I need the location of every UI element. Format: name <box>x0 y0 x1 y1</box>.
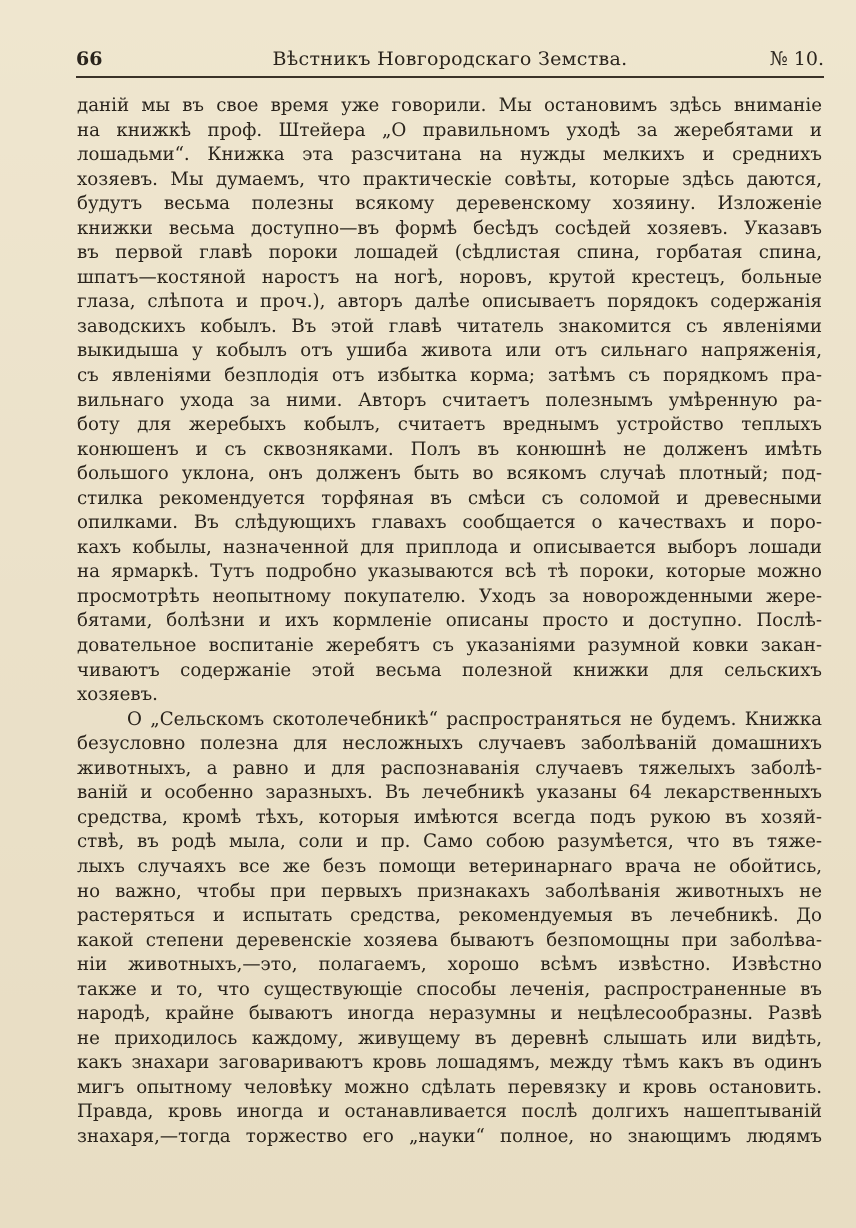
text-line: бятами, болѣзни и ихъ кормленiе описаны просто и доступно. Послѣ- <box>77 610 822 632</box>
issue-number: № 10. <box>769 48 824 70</box>
text-line: мигъ опытному человѣку можно сдѣлать перевязку и кровь остановить. <box>77 1076 822 1098</box>
header-rule <box>76 76 824 78</box>
text-line: Правда, кровь иногда и останавливается послѣ долгихъ нашептыванiй <box>77 1101 822 1123</box>
text-line: кахъ кобылы, назначенной для приплода и описывается выборъ лошади <box>77 536 822 558</box>
text-line: народѣ, крайне бываютъ иногда неразумны и нецѣлесообразны. Развѣ <box>77 1003 822 1025</box>
text-line: данiй мы въ свое время уже говорили. Мы остановимъ здѣсь вниманiе <box>77 95 822 116</box>
article-body <box>77 94 822 1150</box>
text-line: средства, кромѣ тѣхъ, которыя имѣются всегда подъ рукою въ хозяй- <box>77 806 822 828</box>
text-line: хозяевъ. <box>77 684 158 706</box>
text-line: шпатъ—костяной наростъ на ногѣ, норовъ, крутой крестецъ, больные <box>77 266 822 288</box>
text-line: стилка рекомендуется торфяная въ смѣси съ соломой и древесными <box>77 487 822 509</box>
text-line: какъ знахари заговариваютъ кровь лошадямъ, между тѣмъ какъ въ одинъ <box>77 1052 822 1074</box>
text-line: на книжкѣ проф. Штейера „О правильномъ уходѣ за жеребятами и <box>77 119 822 141</box>
text-line: какой степени деревенскiе хозяева бываютъ безпомощны при заболѣва- <box>77 929 822 951</box>
text-line: хозяевъ. Мы думаемъ, что практическiе совѣты, которые здѣсь даются, <box>77 168 822 190</box>
text-line: но важно, чтобы при первыхъ признакахъ заболѣванiя животныхъ не <box>77 880 822 902</box>
text-line: животныхъ, а равно и для распознаванiя случаевъ тяжелыхъ заболѣ- <box>77 757 822 779</box>
text-line: лошадьми“. Книжка эта разсчитана на нужды мелкихъ и среднихъ <box>77 144 822 166</box>
running-header <box>76 42 824 76</box>
text-line: просмотрѣть неопытному покупателю. Уходъ за новорожденными жере- <box>77 585 822 607</box>
text-line: не приходилось каждому, живущему въ деревнѣ слышать или видѣть, <box>77 1027 822 1049</box>
text-line: опилками. Въ слѣдующихъ главахъ сообщается о качествахъ и поро- <box>77 512 822 534</box>
text-line: ствѣ, въ родѣ мыла, соли и пр. Само собою разумѣется, что въ тяже- <box>77 831 822 853</box>
text-line: конюшенъ и съ сквозняками. Полъ въ конюшнѣ не долженъ имѣть <box>77 438 822 460</box>
text-line: вильнаго ухода за ними. Авторъ считаетъ полезнымъ умѣренную ра- <box>77 389 822 411</box>
text-line: на ярмаркѣ. Тутъ подробно указываются всѣ тѣ пороки, которые можно <box>77 561 822 583</box>
text-line: въ первой главѣ пороки лошадей (сѣдлистая спина, горбатая спина, <box>77 242 822 264</box>
text-line: большого уклона, онъ долженъ быть во всякомъ случаѣ плотный; под- <box>77 463 822 485</box>
journal-title: Вѣстникъ Новгородскаго Земства. <box>272 48 628 70</box>
text-line: ванiй и особенно заразныхъ. Въ лечебникѣ указаны 64 лекарственныхъ <box>77 782 822 804</box>
text-line: заводскихъ кобылъ. Въ этой главѣ читатель знакомится съ явленiями <box>77 315 822 337</box>
text-line: съ явленiями безплодiя отъ избытка корма; затѣмъ съ порядкомъ пра- <box>77 365 822 387</box>
text-line: выкидыша у кобылъ отъ ушиба живота или отъ сильнаго напряженiя, <box>77 340 822 362</box>
text-line: книжки весьма доступно—въ формѣ бесѣдъ сосѣдей хозяевъ. Указавъ <box>77 217 822 239</box>
text-line: боту для жеребыхъ кобылъ, считаетъ вреднымъ устройство теплыхъ <box>77 414 822 436</box>
text-line: довательное воспитанiе жеребятъ съ указанiями разумной ковки закан- <box>77 635 822 657</box>
text-line: О „Сельскомъ скотолечебникѣ“ распространяться не будемъ. Книжка <box>127 708 822 730</box>
text-line: чиваютъ содержанiе этой весьма полезной книжки для сельскихъ <box>77 659 822 681</box>
page-number: 66 <box>76 48 103 70</box>
text-line: лыхъ случаяхъ все же безъ помощи ветеринарнаго врача не обойтись, <box>77 855 822 877</box>
text-line: безусловно полезна для несложныхъ случаевъ заболѣванiй домашнихъ <box>77 733 822 755</box>
text-line: глаза, слѣпота и проч.), авторъ далѣе описываетъ порядокъ содержанiя <box>77 291 822 313</box>
text-line: растеряться и испытать средства, рекомендуемыя въ лечебникѣ. До <box>77 905 822 927</box>
text-line: знахаря,—тогда торжество его „науки“ полное, но знающимъ людямъ <box>77 1125 822 1147</box>
text-line: также и то, что существующiе способы леченiя, распространенные въ <box>77 978 822 1000</box>
text-line: будутъ весьма полезны всякому деревенскому хозяину. Изложенiе <box>77 193 822 215</box>
text-line: нiи животныхъ,—это, полагаемъ, хорошо всѣмъ извѣстно. Извѣстно <box>77 954 822 976</box>
